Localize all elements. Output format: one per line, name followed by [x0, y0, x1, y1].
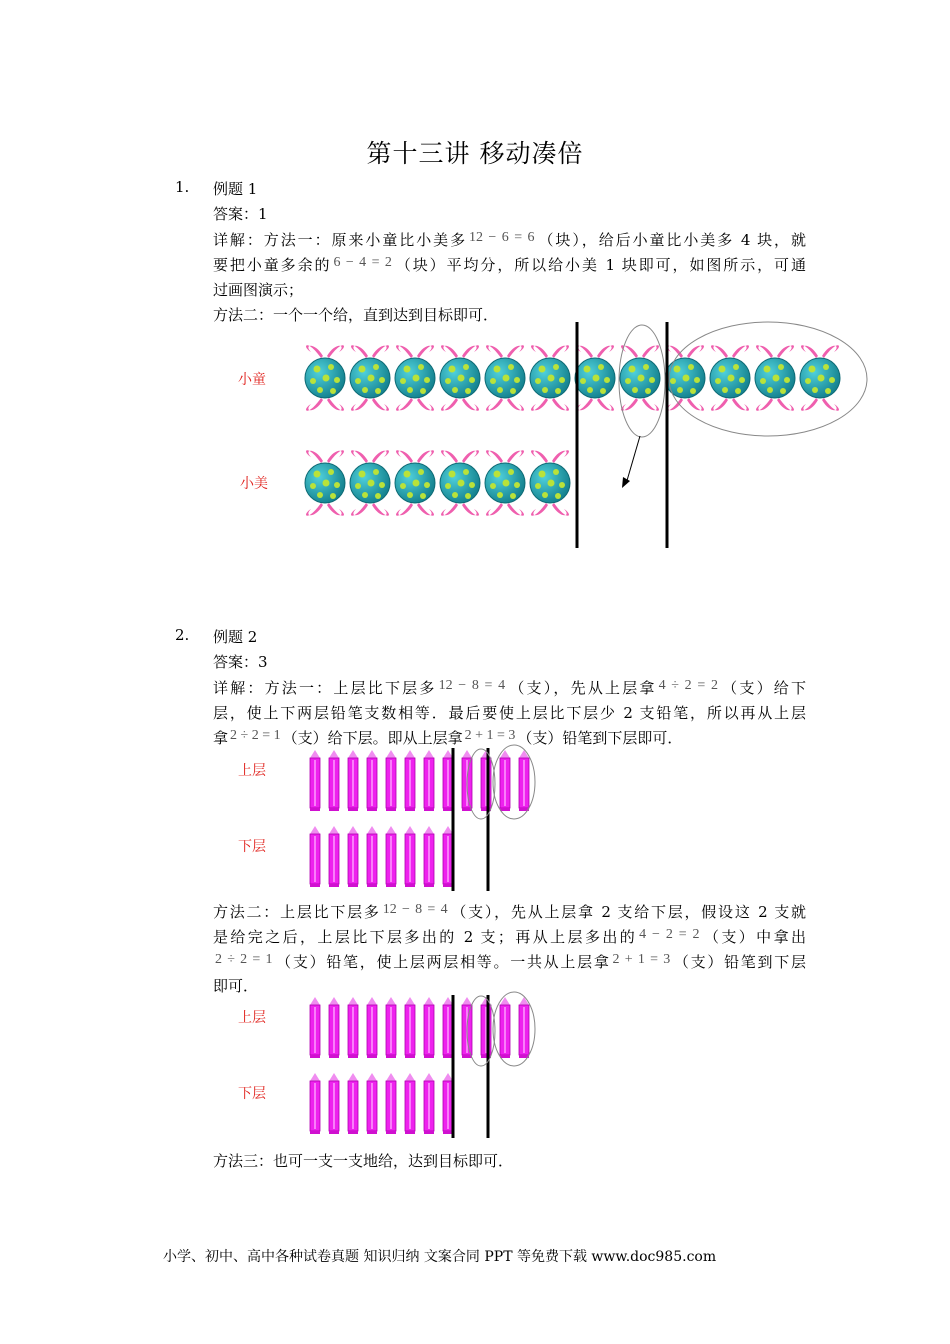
pencil: [386, 1073, 396, 1134]
ex1-number: 1.: [175, 178, 190, 196]
ex2-line2: 层，使上下两层铅笔支数相等．最后要使上层比下层少 2 支铅笔，所以再从上层: [213, 704, 806, 722]
ex1-line1: 详解：方法一：原来小童比小美多 12 − 6 = 6 （块），给后小童比小美多 4 块，就: [213, 230, 806, 249]
pencil: [386, 997, 396, 1058]
ex2-line3: 拿 2 ÷ 2 = 1 （支）给下层。即从上层拿 2 + 1 = 3 （支）铅笔到下层即可．: [213, 728, 683, 747]
pencil: [348, 826, 358, 887]
pencil: [310, 826, 320, 887]
candy: [305, 450, 345, 516]
pencil: [519, 750, 529, 811]
pencil: [424, 997, 434, 1058]
candy: [395, 345, 435, 411]
math-expr: 2 + 1 = 3: [464, 728, 516, 743]
label-upper-1: 上层: [238, 763, 266, 779]
pencil: [424, 826, 434, 887]
ex1-line2: 要把小童多余的 6 − 4 = 2 （块）平均分，所以给小美 1 块即可，如图所示，可通: [213, 255, 806, 274]
candy: [350, 450, 390, 516]
ex2-line1: 详解：方法一：上层比下层多 12 − 8 = 4 （支），先从上层拿 4 ÷ 2 = 2 （支）给下: [213, 678, 806, 697]
pencil: [424, 750, 434, 811]
pencil: [500, 997, 510, 1058]
pencil: [519, 997, 529, 1058]
pencil: [348, 1073, 358, 1134]
ex2-heading: 例题 2: [213, 628, 258, 646]
candy: [575, 345, 615, 411]
pencil: [329, 997, 339, 1058]
math-expr: 6 − 4 = 2: [333, 255, 392, 270]
ex1-answer: 答案：1: [213, 205, 268, 223]
move-arrow: [626, 436, 640, 484]
candy: [485, 345, 525, 411]
page-title: 第十三讲 移动凑倍: [366, 139, 584, 168]
candy: [755, 345, 795, 411]
candy: [440, 345, 480, 411]
method3-line: 方法三：也可一支一支地给，达到目标即可．: [213, 1152, 514, 1170]
pencil: [310, 997, 320, 1058]
method2-line4: 即可．: [213, 977, 259, 995]
pencil: [367, 997, 377, 1058]
math-expr: 4 ÷ 2 = 2: [658, 678, 718, 693]
pencil: [310, 1073, 320, 1134]
pencil: [348, 750, 358, 811]
pencil: [386, 750, 396, 811]
pencil: [329, 826, 339, 887]
pencil: [367, 1073, 377, 1134]
math-expr: 4 − 2 = 2: [639, 927, 700, 942]
pencil: [329, 1073, 339, 1134]
candy: [530, 450, 570, 516]
candy: [305, 345, 345, 411]
ex1-line4: 方法二：一个一个给，直到达到目标即可．: [213, 306, 499, 324]
pencil: [310, 750, 320, 811]
ex1-heading: 例题 1: [213, 180, 258, 198]
candy: [665, 345, 705, 411]
pencil: [405, 750, 415, 811]
candy: [710, 345, 750, 411]
math-expr: 12 − 8 = 4: [382, 902, 448, 917]
ex2-answer: 答案：3: [213, 653, 268, 671]
pencil: [367, 750, 377, 811]
math-expr: 12 − 6 = 6: [469, 230, 535, 245]
pencil: [424, 1073, 434, 1134]
label-lower-2: 下层: [238, 1086, 266, 1102]
method2-line3: 2 ÷ 2 = 1 （支）铅笔，使上层两层相等。一共从上层拿 2 + 1 = 3 （支）铅笔到下层: [215, 952, 806, 971]
candy: [395, 450, 435, 516]
arrow-head: [622, 477, 630, 488]
pencil: [405, 1073, 415, 1134]
pencil-figure-2: [0, 995, 950, 1140]
pencil: [405, 997, 415, 1058]
pencil: [329, 750, 339, 811]
pencil: [405, 826, 415, 887]
pencil: [348, 997, 358, 1058]
candy: [620, 345, 660, 411]
math-expr: 2 ÷ 2 = 1: [215, 952, 273, 967]
pencil: [386, 826, 396, 887]
candy: [350, 345, 390, 411]
candy: [440, 450, 480, 516]
ex2-number: 2.: [175, 626, 190, 644]
label-upper-2: 上层: [238, 1010, 266, 1026]
pencil-figure-1: [0, 748, 950, 893]
pencil: [500, 750, 510, 811]
candy: [485, 450, 525, 516]
method2-line1: 方法二：上层比下层多 12 − 8 = 4 （支），先从上层拿 2 支给下层，假设这 2 支就: [213, 902, 806, 921]
math-expr: 12 − 8 = 4: [438, 678, 506, 693]
label-xiaomei: 小美: [240, 476, 268, 492]
label-xiaotong: 小童: [238, 372, 266, 388]
pencil: [367, 826, 377, 887]
math-expr: 2 + 1 = 3: [612, 952, 671, 967]
ex1-line3: 过画图演示；: [213, 281, 304, 299]
label-lower-1: 下层: [238, 839, 266, 855]
candy-figure: [0, 318, 950, 558]
footer-text: 小学、初中、高中各种试卷真题 知识归纳 文案合同 PPT 等免费下载 www.doc985.com: [163, 1249, 717, 1265]
candy: [800, 345, 840, 411]
math-expr: 2 ÷ 2 = 1: [230, 728, 281, 743]
method2-line2: 是给完之后，上层比下层多出的 2 支；再从上层多出的 4 − 2 = 2 （支）中拿出: [213, 927, 806, 946]
candy: [530, 345, 570, 411]
